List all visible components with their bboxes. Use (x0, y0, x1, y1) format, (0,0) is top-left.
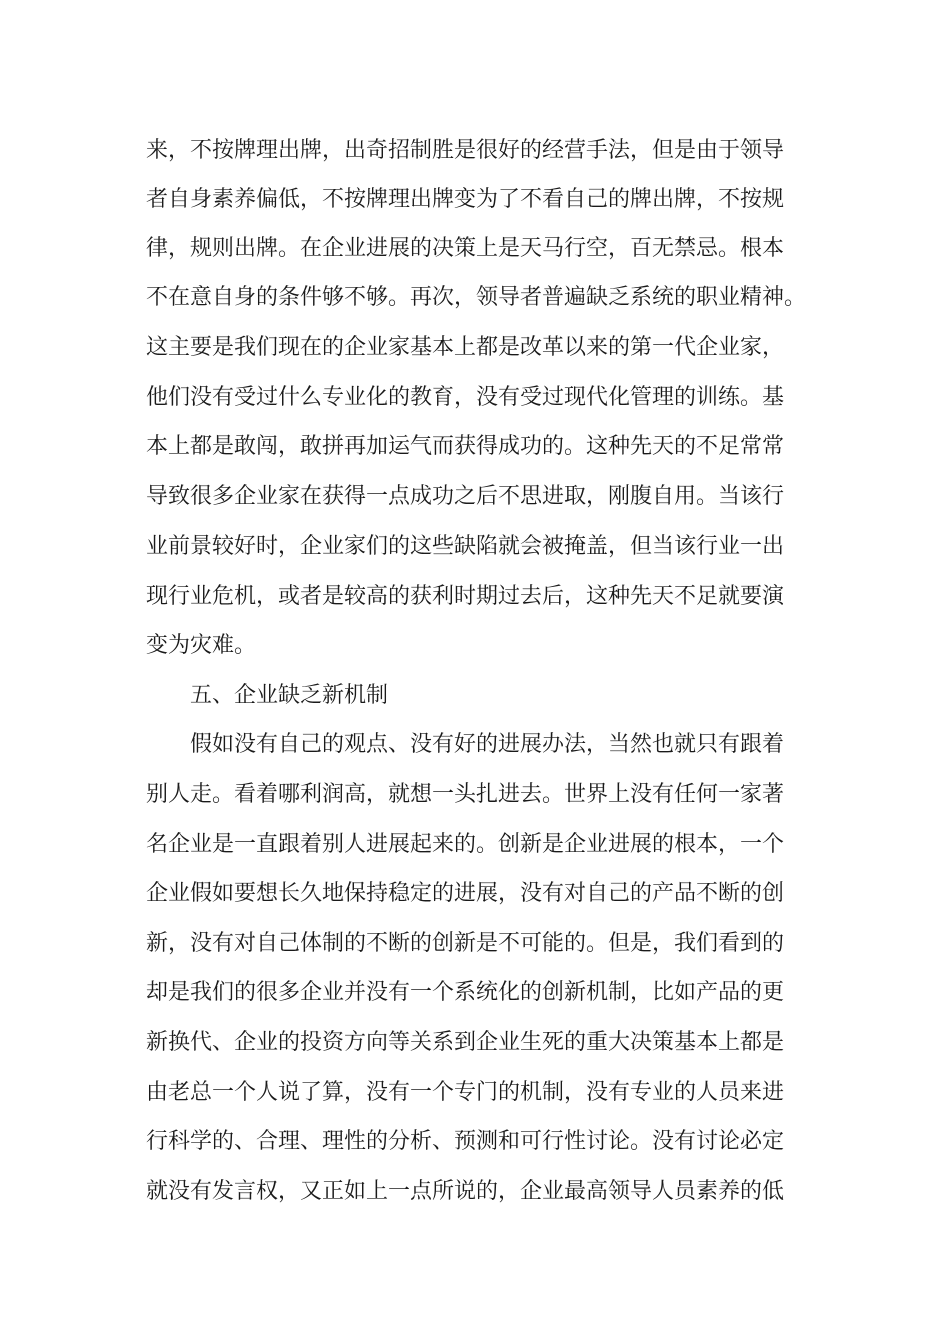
paragraph-2-line-6: 却是我们的很多企业并没有一个系统化的创新机制，比如产品的更 (146, 980, 785, 1005)
paragraph-1-line-9: 业前景较好时，企业家们的这些缺陷就会被掩盖，但当该行业一出 (146, 534, 785, 559)
paragraph-2-line-8: 由老总一个人说了算，没有一个专门的机制，没有专业的人员来进 (146, 1080, 785, 1105)
paragraph-1-line-6: 他们没有受过什么专业化的教育，没有受过现代化管理的训练。基 (146, 385, 785, 410)
paragraph-1-line-7: 本上都是敢闯，敢拼再加运气而获得成功的。这种先天的不足常常 (146, 434, 785, 459)
paragraph-1-line-3: 律，规则出牌。在企业进展的决策上是天马行空，百无禁忌。根本 (146, 236, 785, 261)
paragraph-2-line-10: 就没有发言权，又正如上一点所说的，企业最高领导人员素养的低 (146, 1179, 785, 1204)
section-heading: 五、企业缺乏新机制 (190, 683, 389, 708)
paragraph-1-line-1: 来，不按牌理出牌，出奇招制胜是很好的经营手法，但是由于领导 (146, 138, 785, 163)
paragraph-1-line-2: 者自身素养偏低，不按牌理出牌变为了不看自己的牌出牌，不按规 (146, 187, 785, 212)
paragraph-1-line-10: 现行业危机，或者是较高的获利时期过去后，这种先天不足就要演 (146, 584, 785, 609)
paragraph-1-line-5: 这主要是我们现在的企业家基本上都是改革以来的第一代企业家， (146, 335, 785, 360)
paragraph-2-line-7: 新换代、企业的投资方向等关系到企业生死的重大决策基本上都是 (146, 1030, 785, 1055)
paragraph-2-line-4: 企业假如要想长久地保持稳定的进展，没有对自己的产品不断的创 (146, 881, 785, 906)
paragraph-2-line-9: 行科学的、合理、理性的分析、预测和可行性讨论。没有讨论必定 (146, 1129, 785, 1154)
paragraph-1-line-4: 不在意自身的条件够不够。再次，领导者普遍缺乏系统的职业精神。 (146, 285, 807, 310)
paragraph-1-line-8: 导致很多企业家在获得一点成功之后不思进取，刚腹自用。当该行 (146, 484, 785, 509)
paragraph-2-line-2: 别人走。看着哪利润高，就想一头扎进去。世界上没有任何一家著 (146, 782, 785, 807)
paragraph-1-line-11: 变为灾难。 (146, 633, 257, 658)
paragraph-2-line-3: 名企业是一直跟着别人进展起来的。创新是企业进展的根本，一个 (146, 832, 785, 857)
paragraph-2-line-1: 假如没有自己的观点、没有好的进展办法，当然也就只有跟着 (190, 732, 785, 757)
paragraph-2-line-5: 新，没有对自己体制的不断的创新是不可能的。但是，我们看到的 (146, 931, 785, 956)
